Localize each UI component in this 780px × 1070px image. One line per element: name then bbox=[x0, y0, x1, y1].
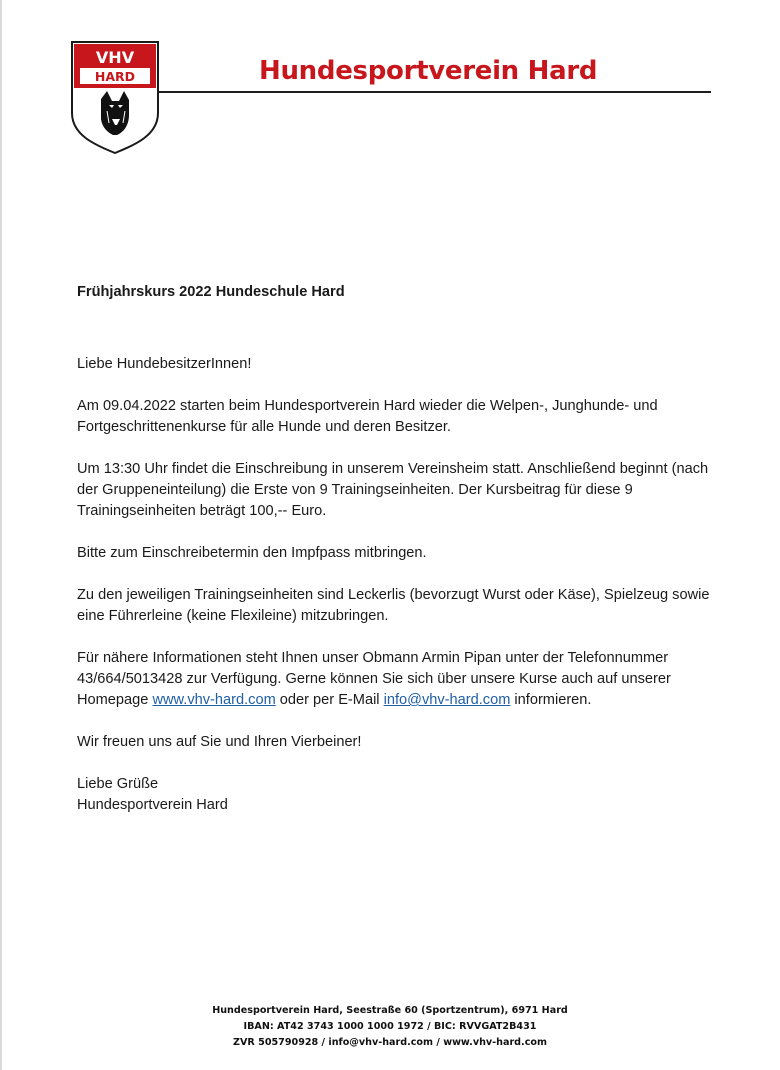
contact-text-a: Für nähere Informationen steht Ihnen unser Obmann Armin Pipan unter der Telefonnummer 43/664/5013428 zur Verfügung. Gerne können Sie sich über unsere Kurse auch auf unserer Homepage bbox=[77, 650, 671, 708]
page-edge bbox=[0, 0, 2, 1070]
letter-heading: Frühjahrskurs 2022 Hundeschule Hard bbox=[77, 284, 345, 300]
logo-text-vhv: VHV bbox=[95, 48, 135, 67]
paragraph-vaccination: Bitte zum Einschreibetermin den Impfpass mitbringen. bbox=[77, 545, 427, 561]
footer-contact: ZVR 505790928 / info@vhv-hard.com / www.vhv-hard.com bbox=[233, 1037, 547, 1048]
page-title: Hundesportverein Hard bbox=[259, 56, 598, 86]
paragraph-welcome: Wir freuen uns auf Sie und Ihren Vierbeiner! bbox=[77, 734, 362, 750]
letter-signature: Hundesportverein Hard bbox=[77, 797, 228, 813]
logo-text-hard: HARD bbox=[94, 69, 136, 84]
paragraph-course-start: Am 09.04.2022 starten beim Hundesportverein Hard wieder die Welpen-, Junghunde- und Fortgeschrittenenkurse für alle Hunde und deren Besitzer. bbox=[77, 398, 658, 435]
paragraph-equipment: Zu den jeweiligen Trainingseinheiten sind Leckerlis (bevorzugt Wurst oder Käse), Spielzeug sowie eine Führerleine (keine Flexileine) mitzubringen. bbox=[77, 587, 710, 624]
footer-address: Hundesportverein Hard, Seestraße 60 (Sportzentrum), 6971 Hard bbox=[212, 1005, 568, 1016]
club-logo bbox=[71, 41, 159, 154]
homepage-link[interactable]: www.vhv-hard.com bbox=[152, 692, 276, 708]
header-rule bbox=[158, 91, 711, 93]
letter-greeting: Liebe HundebesitzerInnen! bbox=[77, 356, 252, 372]
contact-text-c: informieren. bbox=[510, 692, 592, 708]
letter-body bbox=[77, 282, 722, 816]
letter-closing: Liebe Grüße bbox=[77, 776, 159, 792]
paragraph-contact bbox=[77, 648, 722, 711]
email-link[interactable]: info@vhv-hard.com bbox=[383, 692, 511, 708]
contact-text-b: oder per E-Mail bbox=[275, 692, 384, 708]
page-footer bbox=[0, 1003, 780, 1051]
footer-bank: IBAN: AT42 3743 1000 1000 1972 / BIC: RVVGAT2B431 bbox=[243, 1021, 537, 1032]
paragraph-registration: Um 13:30 Uhr findet die Einschreibung in unserem Vereinsheim statt. Anschließend beginnt (nach der Gruppeneinteilung) die Erste von 9 Trainingseinheiten. Der Kursbeitrag für diese 9 Trainingseinheiten beträgt 100,-- Euro. bbox=[77, 461, 709, 519]
